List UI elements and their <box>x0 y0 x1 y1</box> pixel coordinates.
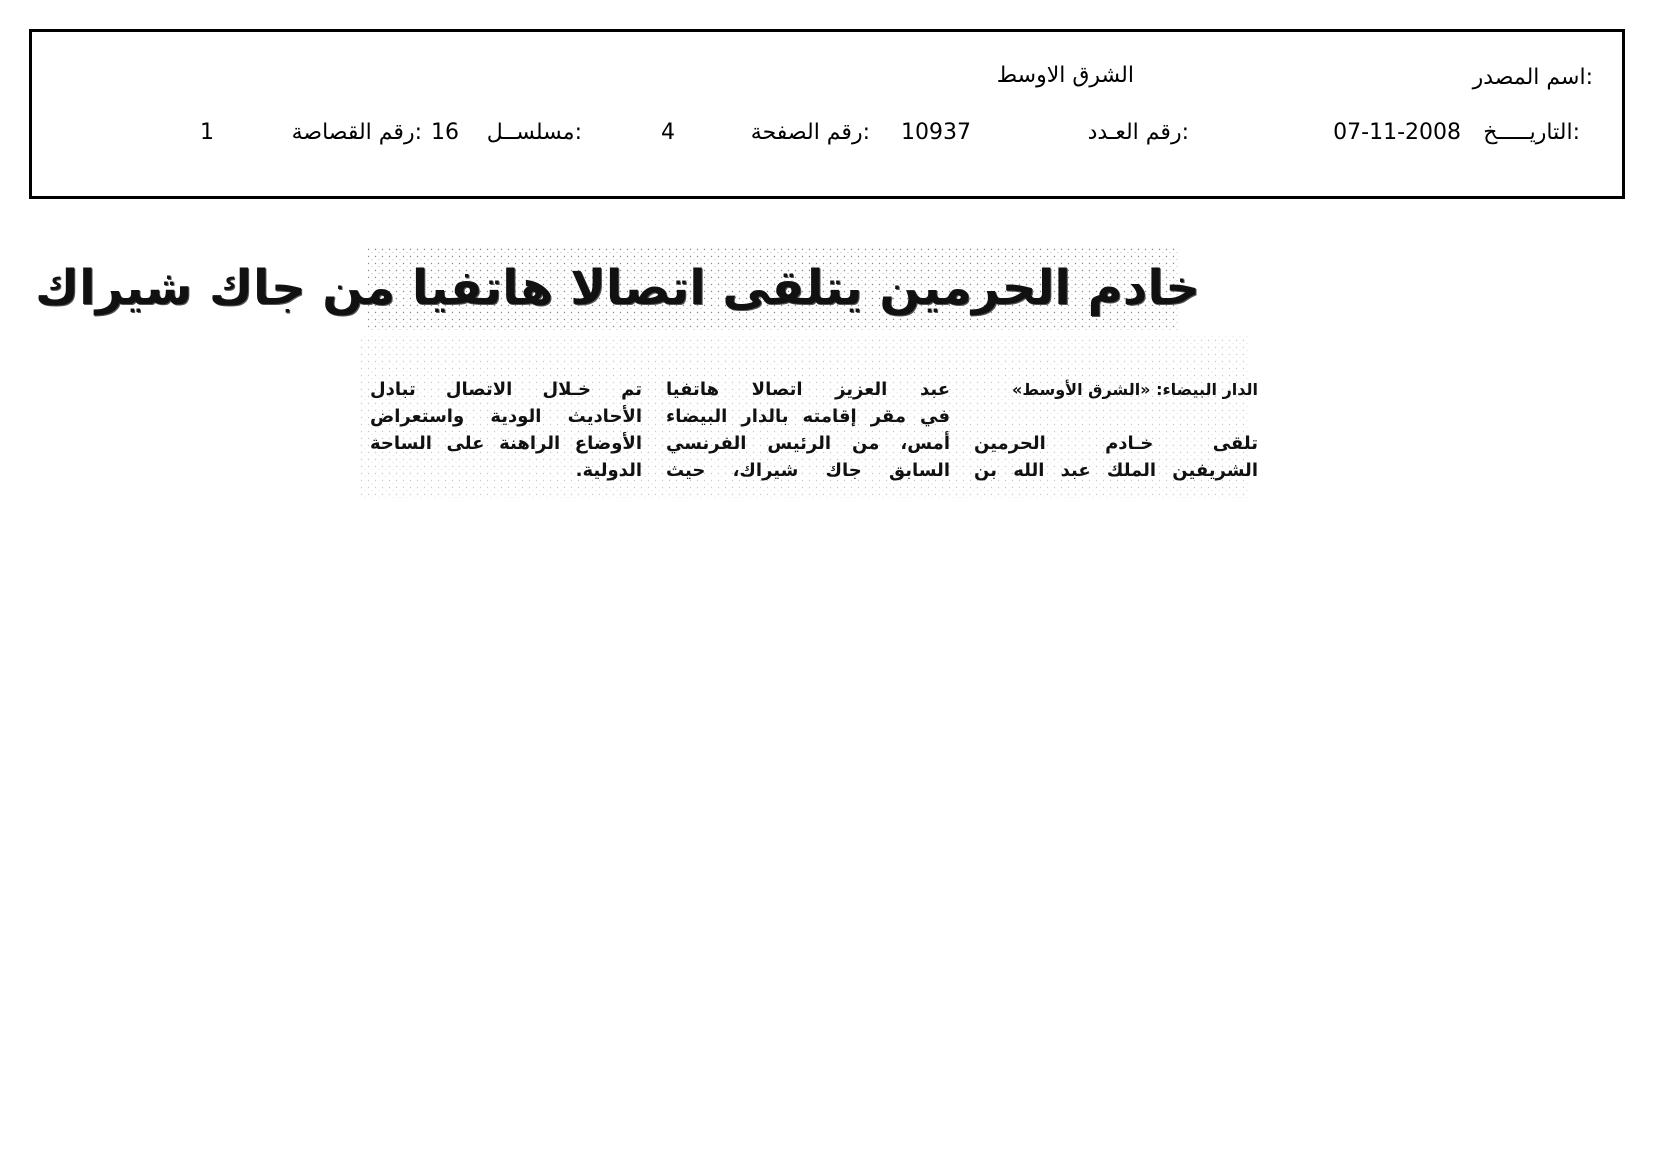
source-value: الشرق الاوسط <box>996 63 1134 88</box>
clipping-info-box <box>29 29 1625 199</box>
article-headline: خادم الحرمين يتلقى اتصالا هاتفيا من جاك شيراك <box>35 260 1200 316</box>
column-2-line: في مقر إقامته بالدار البيضاء <box>666 406 950 427</box>
column-3-line: الأحاديث الودية واستعراض <box>370 406 642 427</box>
column-3-line: الدولية. <box>575 460 642 481</box>
serial-label: مسلســل: <box>486 120 582 145</box>
article-column-3 <box>370 376 642 484</box>
issue-value: 10937 <box>901 120 971 145</box>
serial-value: 16 <box>431 120 459 145</box>
column-2-line: أمس، من الرئيس الفرنسي <box>666 433 950 454</box>
column-1-line: الشريفين الملك عبد الله بن <box>974 460 1258 481</box>
page-value: 4 <box>661 120 675 145</box>
column-2-line: عبد العزيز اتصالا هاتفيا <box>666 379 950 400</box>
column-2-line: السابق جاك شيراك، حيث <box>666 460 950 481</box>
article-column-1 <box>974 376 1258 484</box>
date-label: التاريـــــخ: <box>1483 120 1580 145</box>
page-label: رقم الصفحة: <box>750 120 870 145</box>
column-3-line: تم خـلال الاتصال تبادل <box>370 379 642 400</box>
newspaper-clipping <box>35 248 1260 498</box>
clip-label: رقم القصاصة: <box>291 120 422 145</box>
source-label: اسم المصدر: <box>1472 65 1593 90</box>
issue-label: رقم العـدد: <box>1087 120 1189 145</box>
column-1-line: تلقى خـادم الحرمين <box>974 433 1258 454</box>
clip-value: 1 <box>200 120 214 145</box>
article-column-2 <box>666 376 950 484</box>
date-value: 07-11-2008 <box>1333 120 1461 145</box>
article-byline: الدار البيضاء: «الشرق الأوسط» <box>1012 380 1258 399</box>
column-3-line: الأوضاع الراهنة على الساحة <box>370 433 642 454</box>
